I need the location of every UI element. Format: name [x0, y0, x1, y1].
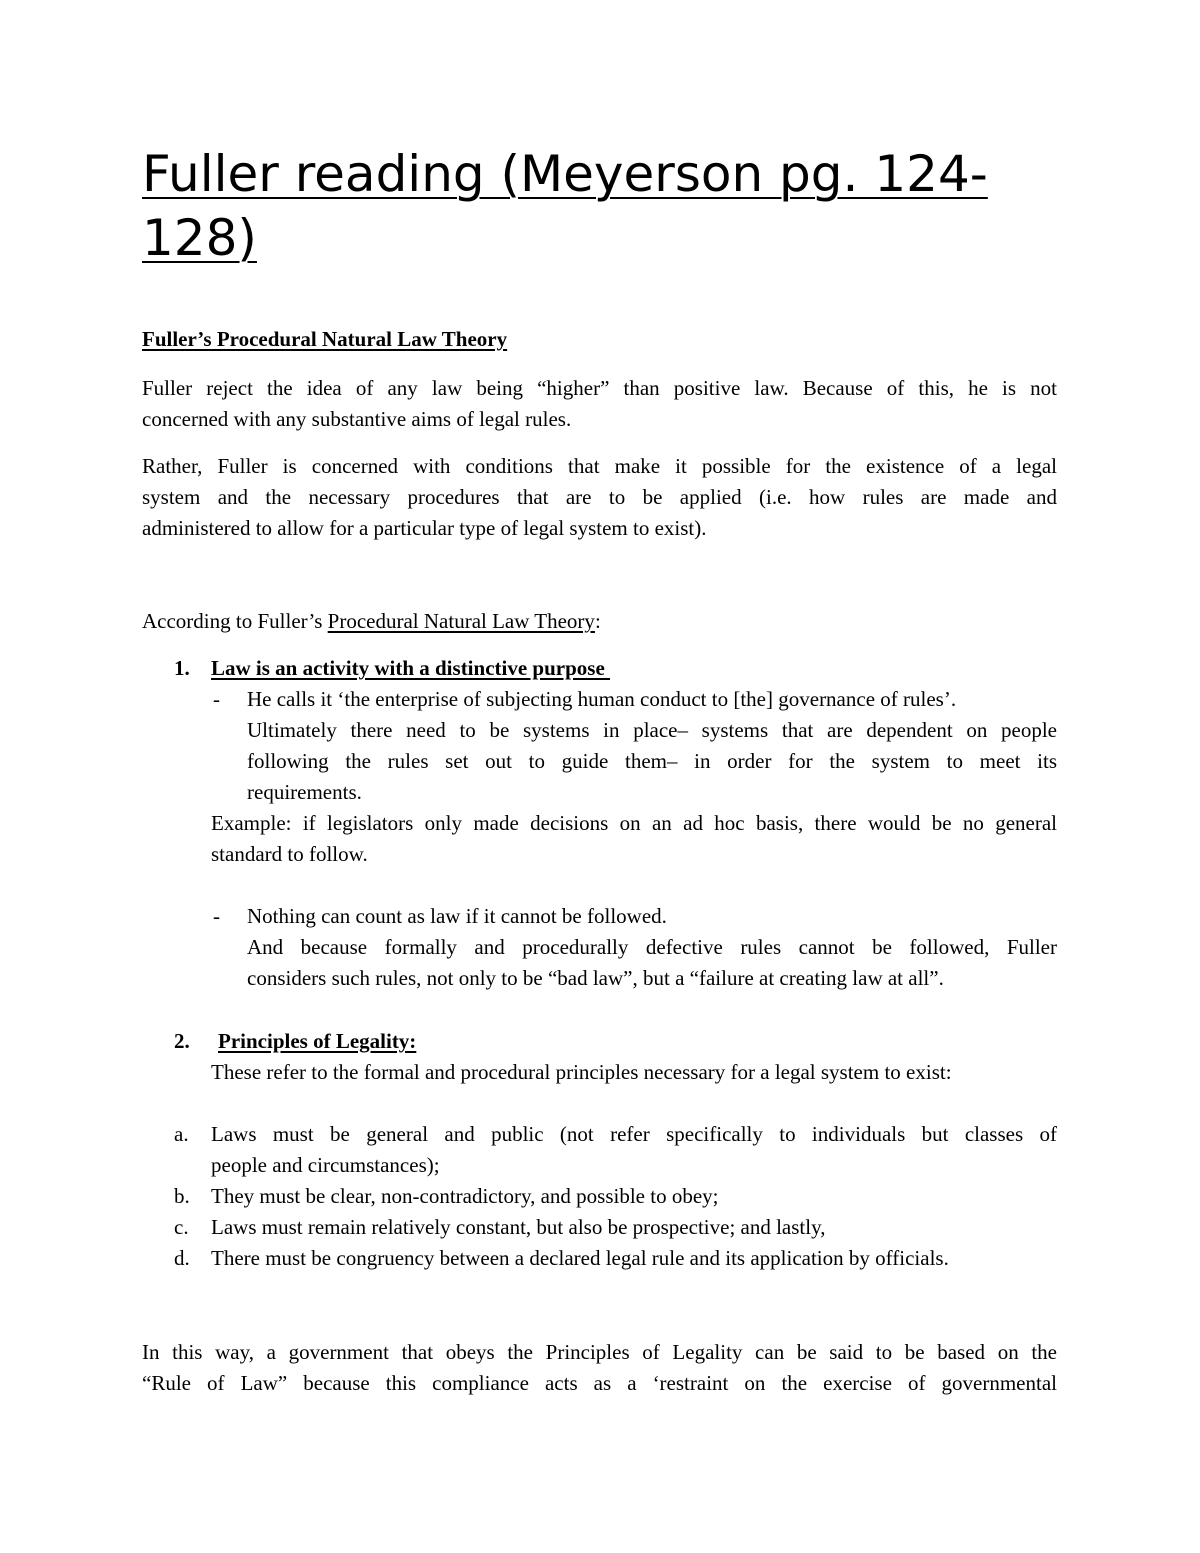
item-1-number: 1.	[174, 656, 190, 680]
principle-d-text: There must be congruency between a declared legal rule and its application by officials.	[211, 1246, 949, 1270]
closing-line-1: In this way, a government that obeys the Principles of Legality can be said to be based on the	[142, 1340, 1057, 1364]
according-suffix: :	[594, 609, 601, 633]
principle-b-text: They must be clear, non-contradictory, and possible to obey;	[211, 1184, 719, 1208]
example-line-2: standard to follow.	[211, 842, 368, 866]
bullet-1-line-4: requirements.	[247, 780, 362, 804]
paragraph-1-line-2: concerned with any substantive aims of legal rules.	[142, 407, 572, 431]
paragraph-2-line-1: Rather, Fuller is concerned with conditions that make it possible for the existence of a legal	[142, 454, 1057, 478]
principle-c-letter: c.	[174, 1215, 189, 1239]
title-line-1: Fuller reading (Meyerson pg. 124-	[142, 145, 988, 203]
item-2-intro: These refer to the formal and procedural principles necessary for a legal system to exist:	[211, 1060, 952, 1084]
principle-a-letter: a.	[174, 1122, 189, 1146]
according-line	[142, 606, 601, 637]
bullet-1-dash: -	[213, 687, 220, 711]
item-1-heading: Law is an activity with a distinctive purpose	[211, 656, 611, 680]
principle-c-text: Laws must remain relatively constant, but also be prospective; and lastly,	[211, 1215, 826, 1239]
principle-d-letter: d.	[174, 1246, 190, 1270]
according-prefix: According to Fuller’s	[142, 609, 328, 633]
example-line-1: Example: if legislators only made decisions on an ad hoc basis, there would be no general	[211, 811, 1057, 835]
paragraph-2-line-2: system and the necessary procedures that are to be applied (i.e. how rules are made and	[142, 485, 1057, 509]
bullet-2-line-3: considers such rules, not only to be “bad law”, but a “failure at creating law at all”.	[247, 966, 944, 990]
item-2-number: 2.	[174, 1029, 190, 1053]
section-heading: Fuller’s Procedural Natural Law Theory	[142, 327, 508, 351]
bullet-1-line-2: Ultimately there need to be systems in place– systems that are dependent on people	[247, 718, 1057, 742]
item-2-heading: Principles of Legality:	[218, 1029, 417, 1053]
principle-a-line-1: Laws must be general and public (not refer specifically to individuals but classes of	[211, 1122, 1057, 1146]
bullet-2-dash: -	[213, 904, 220, 928]
bullet-2-line-2: And because formally and procedurally defective rules cannot be followed, Fuller	[247, 935, 1057, 959]
bullet-1-line-3: following the rules set out to guide them– in order for the system to meet its	[247, 749, 1057, 773]
principle-a-line-2: people and circumstances);	[211, 1153, 440, 1177]
paragraph-1-line-1: Fuller reject the idea of any law being “higher” than positive law. Because of this, he is not	[142, 376, 1057, 400]
bullet-2-line-1: Nothing can count as law if it cannot be followed.	[247, 904, 667, 928]
paragraph-2-line-3: administered to allow for a particular type of legal system to exist).	[142, 516, 707, 540]
principle-b-letter: b.	[174, 1184, 190, 1208]
title-line-2: 128)	[142, 209, 257, 267]
closing-line-2: “Rule of Law” because this compliance acts as a ‘restraint on the exercise of governmental	[142, 1371, 1057, 1395]
bullet-1-line-1: He calls it ‘the enterprise of subjecting human conduct to [the] governance of rules’.	[247, 687, 957, 711]
according-theory-name: Procedural Natural Law Theory	[327, 609, 595, 633]
document-title	[142, 142, 1072, 270]
